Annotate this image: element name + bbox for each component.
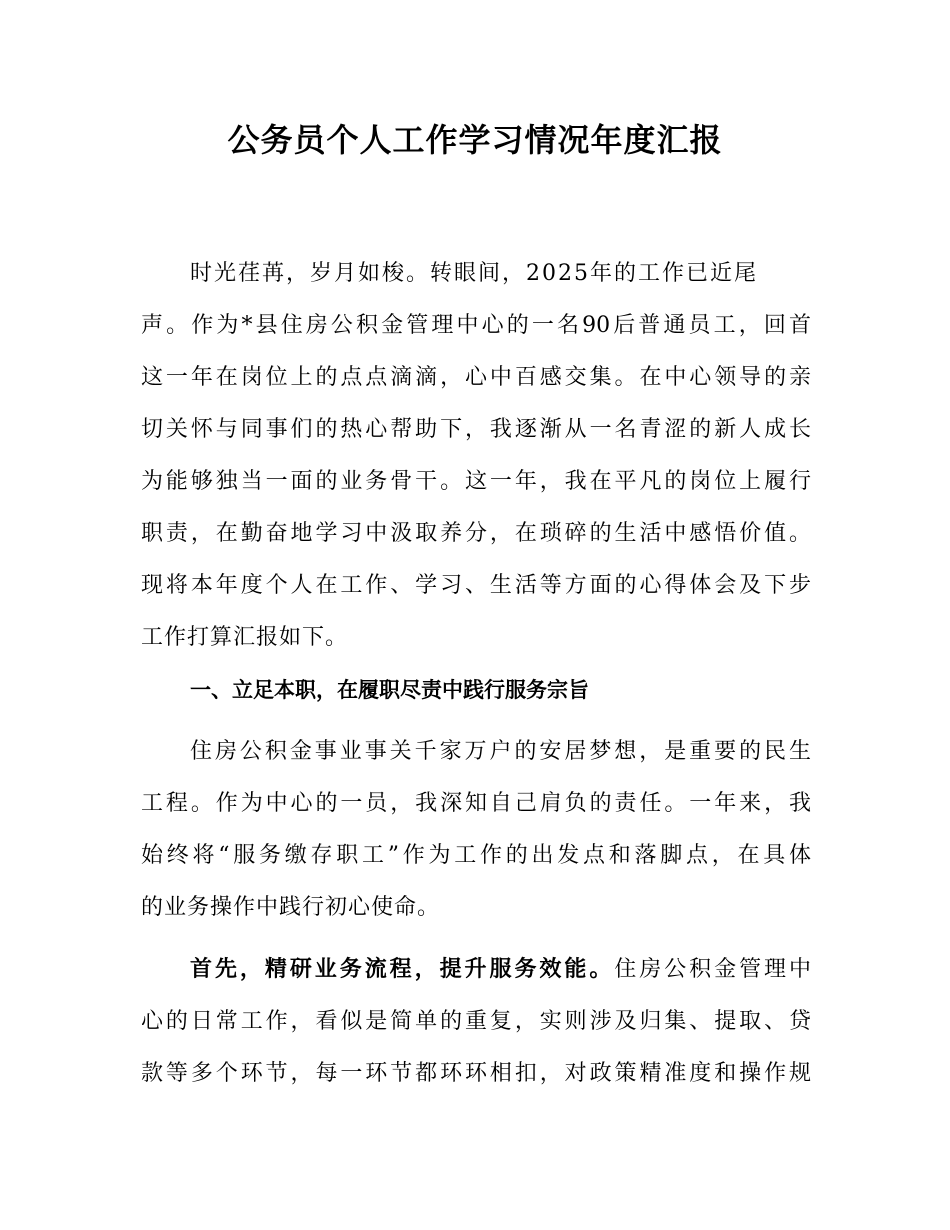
intro-line: 声。作为*县住房公积金管理中心的一名90后普通员工，回首 [141, 313, 811, 338]
document-title: 公务员个人工作学习情况年度汇报 [227, 121, 723, 159]
para2-lead: 首先，精研业务流程，提升服务效能。 [190, 957, 615, 982]
section1-line: 工程。作为中心的一员，我深知自己肩负的责任。一年来，我 [141, 791, 811, 816]
section1-line: 始终将“服务缴存职工”作为工作的出发点和落脚点，在具体 [141, 843, 811, 868]
section1-line: 住房公积金事业事关千家万户的安居梦想，是重要的民生 [190, 739, 811, 764]
para2-line: 心的日常工作，看似是简单的重复，实则涉及归集、提取、贷 [141, 1009, 811, 1034]
intro-line: 现将本年度个人在工作、学习、生活等方面的心得体会及下步 [141, 573, 811, 598]
intro-line: 切关怀与同事们的热心帮助下，我逐渐从一名青涩的新人成长 [141, 417, 811, 442]
intro-line: 这一年在岗位上的点点滴滴，心中百感交集。在中心领导的亲 [141, 365, 811, 390]
intro-line: 工作打算汇报如下。 [141, 625, 349, 650]
para2-line [190, 955, 811, 985]
section1-line: 的业务操作中践行初心使命。 [141, 895, 441, 920]
intro-line: 为能够独当一面的业务骨干。这一年，我在平凡的岗位上履行 [141, 469, 811, 494]
para2-text: 住房公积金管理中 [614, 957, 811, 982]
intro-line: 职责，在勤奋地学习中汲取养分，在琐碎的生活中感悟价值。 [141, 521, 811, 546]
para2-line: 款等多个环节，每一环节都环环相扣，对政策精准度和操作规 [141, 1061, 811, 1086]
section-heading: 一、立足本职，在履职尽责中践行服务宗旨 [190, 678, 589, 702]
intro-line: 时光荏苒，岁月如梭。转眼间，2025年的工作已近尾 [190, 261, 758, 286]
